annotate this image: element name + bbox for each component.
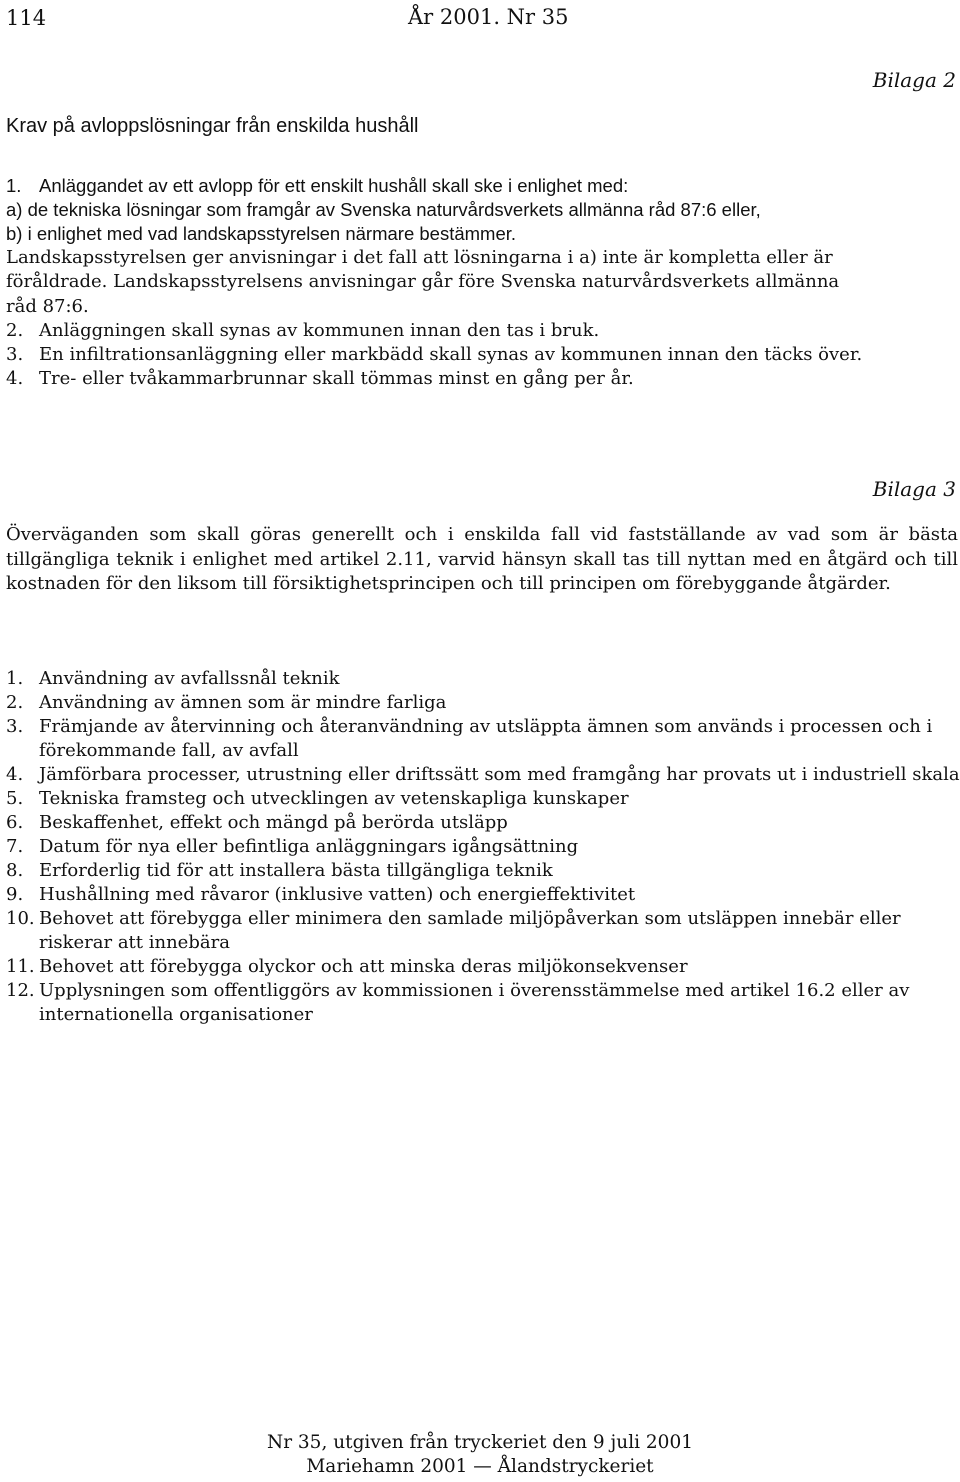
list-item xyxy=(6,907,960,955)
item-number: 10. xyxy=(6,908,35,929)
list-item xyxy=(6,835,960,859)
item-text: Anläggningen skall synas av kommunen innan den tas i bruk. xyxy=(39,319,600,341)
item-text: En infiltrationsanläggning eller markbädd skall synas av kommunen innan den täcks över. xyxy=(39,344,863,366)
item-text: Främjande av återvinning och återanvändning av utsläppta ämnen som används i processen och i förekommande fall, av avfall xyxy=(39,716,933,761)
list-item xyxy=(6,787,960,811)
item-text: Beskaffenhet, effekt och mängd på berörda utsläpp xyxy=(39,812,508,833)
list-item xyxy=(6,859,960,883)
bilaga-2-label: Bilaga 2 xyxy=(872,68,956,92)
paragraph xyxy=(6,246,960,319)
item-text: Användning av ämnen som är mindre farliga xyxy=(39,692,447,713)
item-number: 2. xyxy=(6,692,24,713)
list-item xyxy=(6,174,960,198)
item-number: 11. xyxy=(6,956,35,977)
list-item xyxy=(6,667,960,691)
page-number: 114 xyxy=(6,6,47,30)
item-text: Upplysningen som offentliggörs av kommissionen i överensstämmelse med artikel 16.2 eller av internationella organisationer xyxy=(39,980,910,1025)
footer-printer-line: Mariehamn 2001 — Ålandstryckeriet xyxy=(306,1456,654,1477)
item-number: 2. xyxy=(6,319,24,341)
item-text: Jämförbara processer, utrustning eller driftssätt som med framgång har provats ut i industriell skala xyxy=(39,764,960,785)
list-item xyxy=(6,883,960,907)
list-item xyxy=(6,319,960,343)
item-number: 9. xyxy=(6,884,24,905)
item-text: Behovet att förebygga eller minimera den samlade miljöpåverkan som utsläppen innebär eller riskerar att innebära xyxy=(39,908,901,953)
bilaga-3-label: Bilaga 3 xyxy=(872,477,956,501)
item-text: Anläggandet av ett avlopp för ett enskilt hushåll skall ske i enlighet med: xyxy=(39,175,629,196)
item-text: Användning av avfallssnål teknik xyxy=(39,668,340,689)
list-item xyxy=(6,367,960,391)
list-item xyxy=(6,763,960,787)
text-line: föråldrade. Landskapsstyrelsens anvisningar går före Svenska naturvårdsverkets allmänna xyxy=(6,271,840,293)
item-text: Datum för nya eller befintliga anläggningars igångsättning xyxy=(39,836,579,857)
numbered-list xyxy=(6,319,960,392)
list-item xyxy=(6,715,960,763)
footer-publication-line: Nr 35, utgiven från tryckeriet den 9 juli 2001 xyxy=(267,1432,693,1453)
intro-paragraph: Överväganden som skall göras generellt och i enskilda fall vid fastställande av vad som är bästa tillgängliga teknik i enlighet med artikel 2.11, varvid hänsyn skall tas till nyttan med en åtgärd och till kostnaden för den liksom till försiktighetsprincipen och till principen om förebyggande åtgärder. xyxy=(6,524,958,594)
item-number: 1. xyxy=(6,175,22,196)
item-text: Tekniska framsteg och utvecklingen av vetenskapliga kunskaper xyxy=(39,788,629,809)
item-number: 8. xyxy=(6,860,24,881)
list-item xyxy=(6,691,960,715)
item-number: 5. xyxy=(6,788,24,809)
text-line: råd 87:6. xyxy=(6,295,89,317)
item-number: 3. xyxy=(6,344,24,366)
item-number: 3. xyxy=(6,716,24,737)
item-number: 6. xyxy=(6,812,24,833)
text-line: Landskapsstyrelsen ger anvisningar i det fall att lösningarna i a) inte är kompletta eller är xyxy=(6,247,833,268)
list-item xyxy=(6,955,960,979)
bilaga-2-content xyxy=(6,174,960,392)
list-item xyxy=(6,811,960,835)
item-text: Behovet att förebygga olyckor och att minska deras miljökonsekvenser xyxy=(39,956,688,977)
item-number: 4. xyxy=(6,368,24,390)
list-item xyxy=(6,343,960,367)
text-line: b) i enlighet med vad landskapsstyrelsen närmare bestämmer. xyxy=(6,223,517,244)
item-number: 7. xyxy=(6,836,24,857)
running-head: År 2001. Nr 35 xyxy=(408,5,569,29)
item-number: 4. xyxy=(6,764,24,785)
section-title: Krav på avloppslösningar från enskilda hushåll xyxy=(6,115,419,137)
item-number: 12. xyxy=(6,980,35,1001)
text-line: a) de tekniska lösningar som framgår av Svenska naturvårdsverkets allmänna råd 87:6 eller, xyxy=(6,199,761,220)
numbered-list xyxy=(6,667,960,1027)
item-text: Hushållning med råvaror (inklusive vatten) och energieffektivitet xyxy=(39,884,636,905)
item-text: Erforderlig tid för att installera bästa tillgängliga teknik xyxy=(39,860,553,881)
item-text: Tre- eller tvåkammarbrunnar skall tömmas minst en gång per år. xyxy=(39,368,634,390)
item-number: 1. xyxy=(6,668,24,689)
list-item xyxy=(6,979,960,1027)
